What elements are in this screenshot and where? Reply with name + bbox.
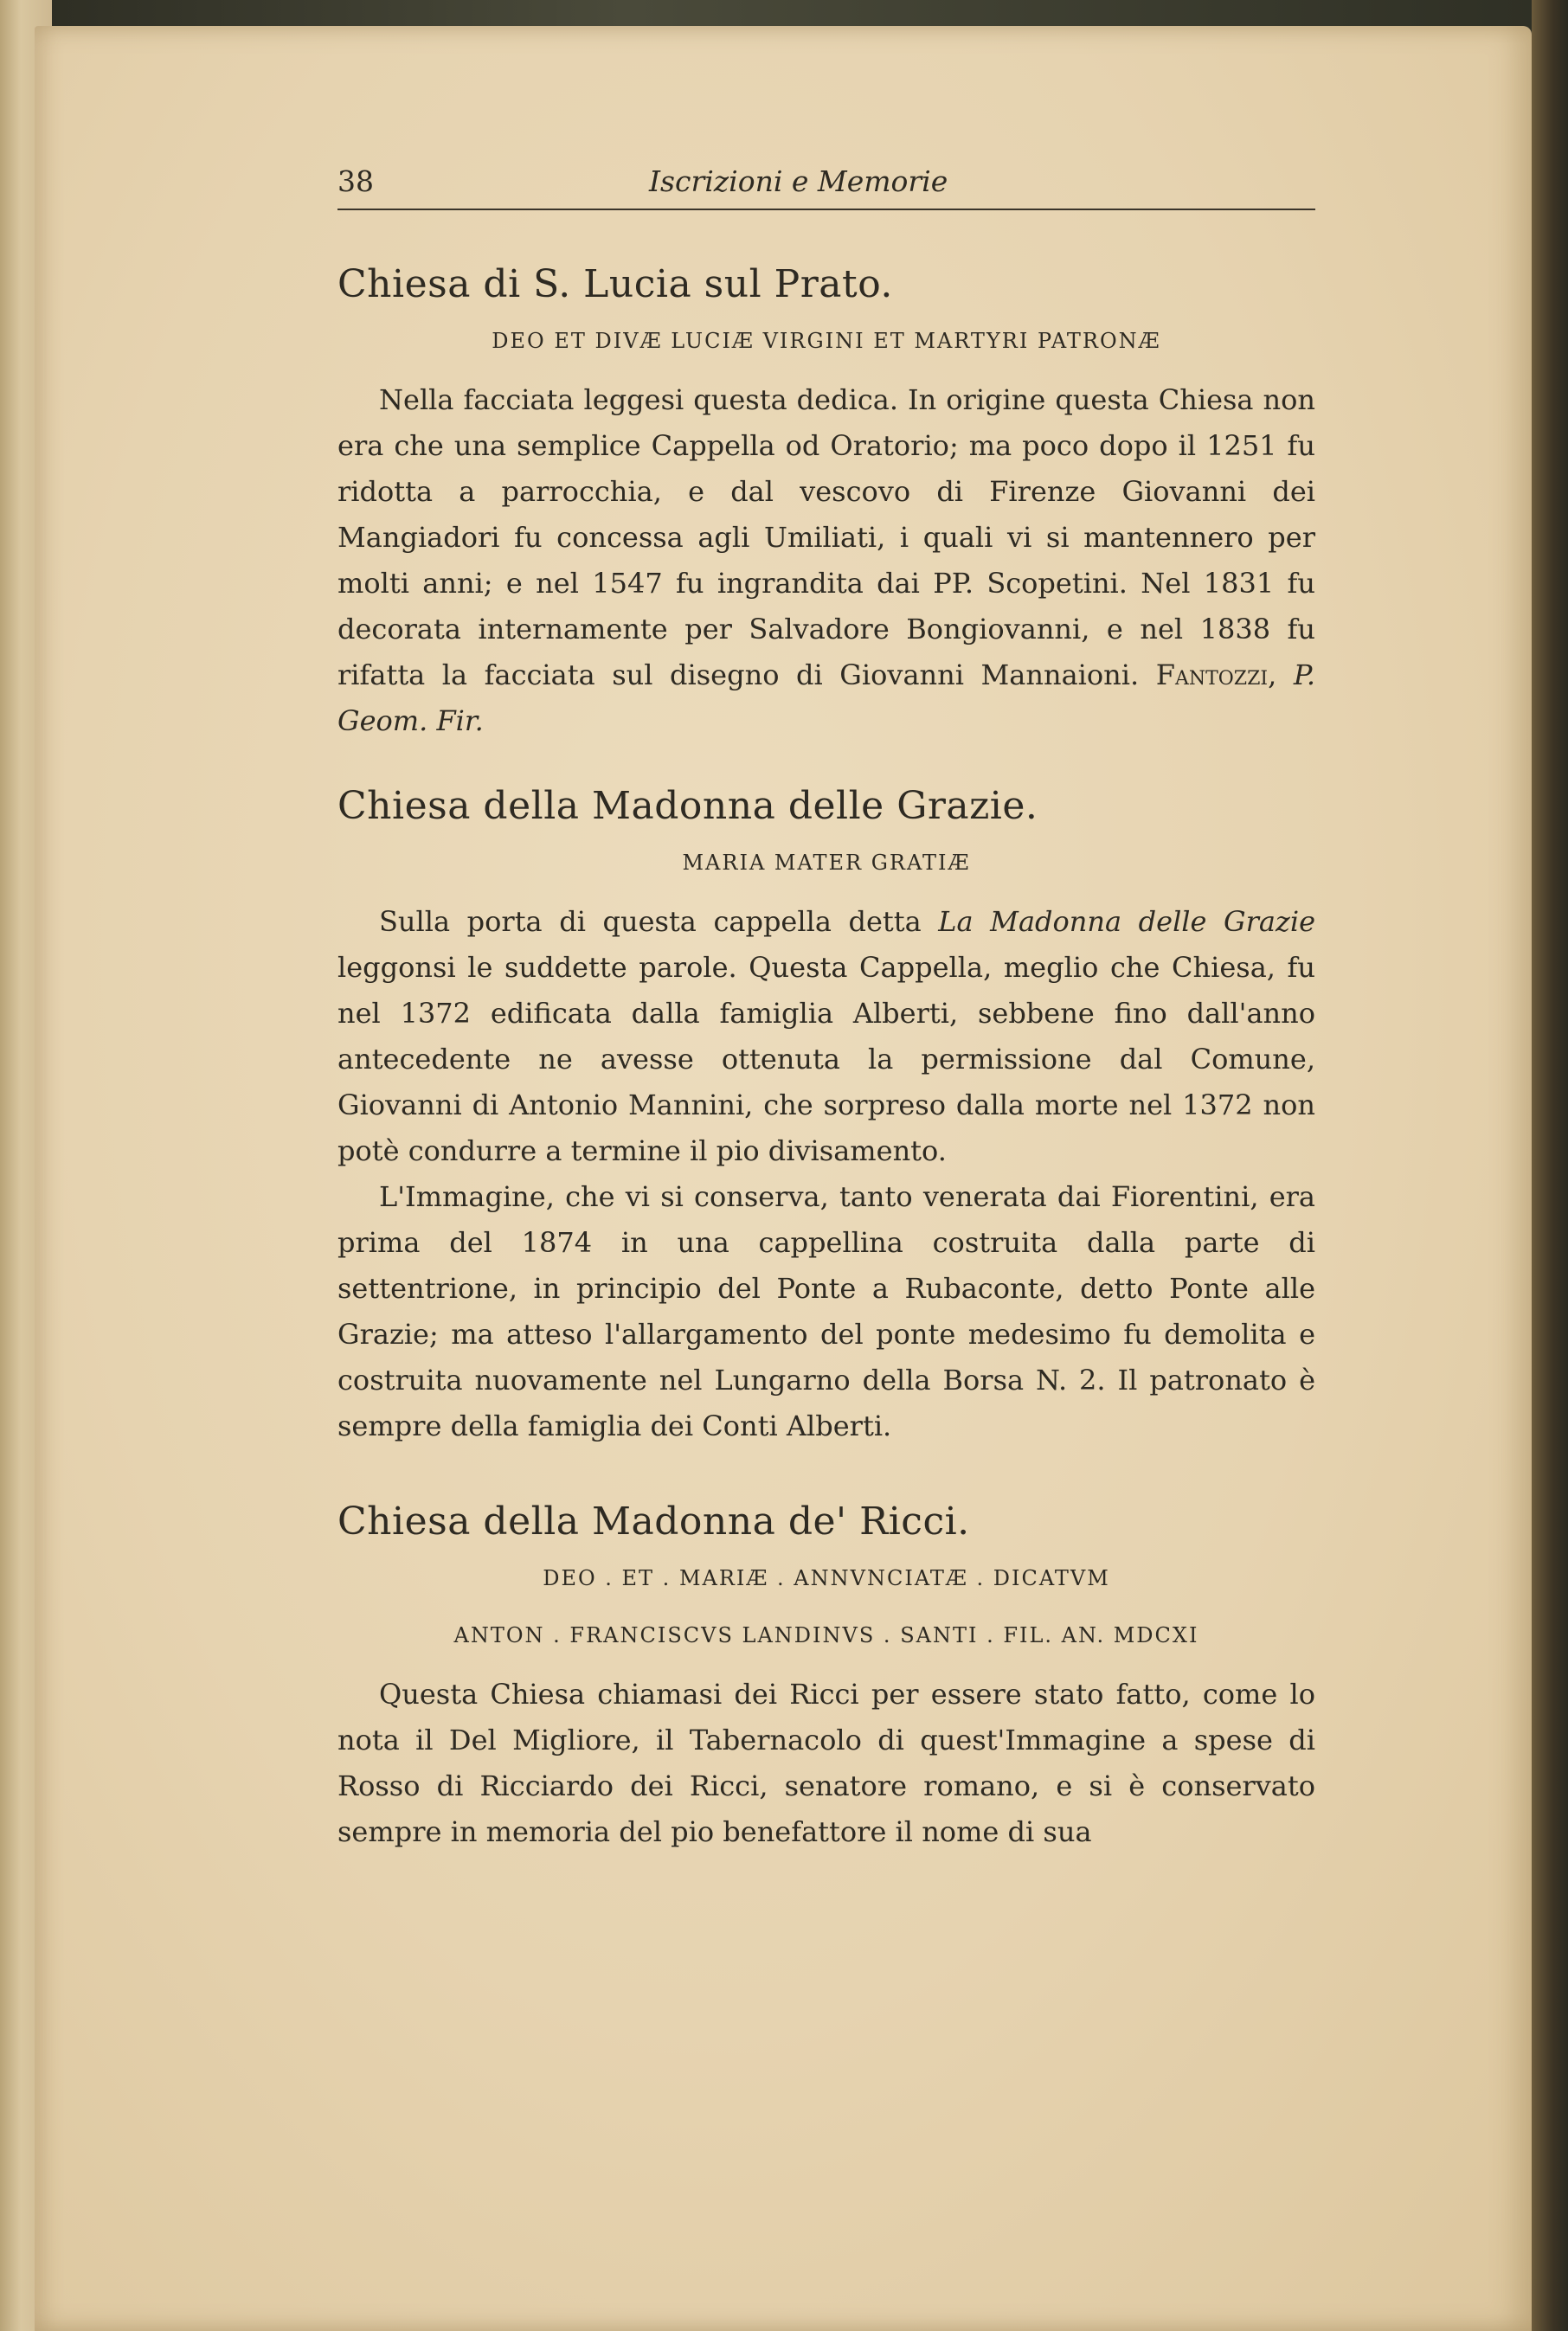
paragraph-text: Nella facciata leggesi questa dedica. In origine questa Chiesa non era che una semplice Cappella od Oratorio; ma poco dopo il 1251 fu ridotta a parrocchia, e dal vescovo di Firenze Giovanni dei Mangiadori fu concessa agli Umiliati, i quali vi si mantennero per molti anni; e nel 1547 fu ingrandita dai PP. Scopetini. Nel 1831 fu decorata internamente per Salvadore Bongiovanni, e nel 1838 fu rifatta la facciata sul disegno di Giovanni Mannaioni.: [337, 383, 1315, 691]
page-text: [337, 164, 1315, 1855]
section-title: Chiesa di S. Lucia sul Prato.: [337, 262, 893, 306]
inscription: DEO . ET . MARIÆ . ANNVNCIATÆ . DICATVM: [543, 1566, 1110, 1590]
citation-work: P. Geom. Fir.: [337, 658, 1316, 737]
emphasized-name: La Madonna delle Grazie: [938, 905, 1316, 938]
section-madonna-ricci: [337, 1499, 1315, 1855]
section-title: Chiesa della Madonna delle Grazie.: [337, 784, 1038, 828]
running-head: [337, 164, 1315, 210]
paragraph-text: leggonsi le suddette parole. Questa Cappella, meglio che Chiesa, fu nel 1372 edificata dalla famiglia Alberti, sebbene fino dall'anno antecedente ne avesse ottenuta la permissione dal Comune, Giovanni di Antonio Mannini, che sorpreso dalla morte nel 1372 non potè condurre a termine il pio divisamento.: [337, 951, 1315, 1167]
inscription: DEO ET DIVÆ LUCIÆ VIRGINI ET MARTYRI PATRONÆ: [492, 329, 1161, 353]
paragraph: Questa Chiesa chiamasi dei Ricci per essere stato fatto, come lo nota il Del Migliore, il Tabernacolo di quest'Immagine a spese di Rosso di Ricciardo dei Ricci, senatore romano, e si è conservato sempre in memoria del pio benefattore il nome di sua: [337, 1678, 1315, 1848]
paragraph: [337, 899, 1315, 1174]
inscription: MARIA MATER GRATIÆ: [682, 851, 971, 875]
inscription: ANTON . FRANCISCVS LANDINVS . SANTI . FIL. AN. MDCXI: [453, 1623, 1199, 1647]
section-madonna-grazie: [337, 784, 1315, 1449]
section-title: Chiesa della Madonna de' Ricci.: [337, 1499, 970, 1544]
page-number: 38: [337, 164, 374, 198]
section-santa-lucia: [337, 262, 1315, 744]
paragraph-text: Sulla porta di questa cappella detta: [379, 905, 939, 938]
paragraph: [337, 377, 1315, 744]
book-binding: [1532, 0, 1568, 2331]
citation-author: Fantozzi,: [1155, 658, 1277, 691]
paragraph: L'Immagine, che vi si conserva, tanto venerata dai Fiorentini, era prima del 1874 in una cappellina costruita dalla parte di settentrione, in principio del Ponte a Rubaconte, detto Ponte alle Grazie; ma atteso l'allargamento del ponte medesimo fu demolita e costruita nuovamente nel Lungarno della Borsa N. 2. Il patronato è sempre della famiglia dei Conti Alberti.: [337, 1180, 1315, 1442]
running-title: Iscrizioni e Memorie: [649, 164, 948, 198]
